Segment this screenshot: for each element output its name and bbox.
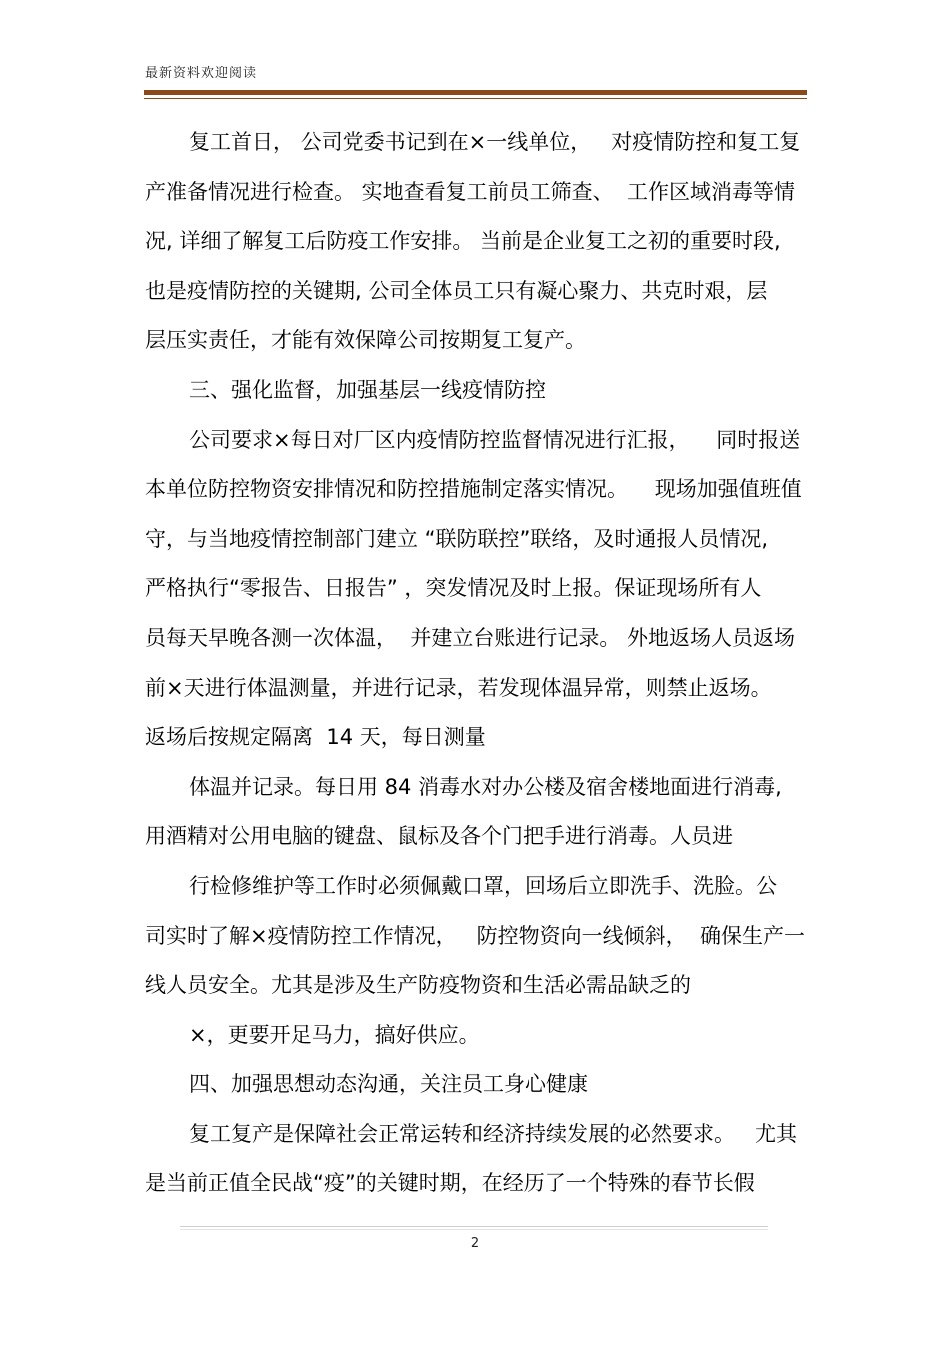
body-text-line: ×，更要开足马力，搞好供应。 (189, 1022, 480, 1047)
body-text-line: 体温并记录。每日用 84 消毒水对办公楼及宿舍楼地面进行消毒, (189, 774, 782, 799)
header-rule-thin (144, 98, 807, 99)
body-text-line: 况, 详细了解复工后防疫工作安排。 当前是企业复工之初的重要时段, (145, 229, 781, 254)
body-text-line: 也是疫情防控的关键期, 公司全体员工只有凝心聚力、共克时艰，层 (145, 278, 768, 303)
body-text-line: 线人员安全。尤其是涉及生产防疫物资和生活必需品缺乏的 (145, 973, 691, 998)
footer-rule-thin (180, 1229, 768, 1230)
document-body (145, 118, 807, 1209)
body-text-line: 司实时了解×疫情防控工作情况， 防控物资向一线倾斜， 确保生产一 (145, 923, 805, 948)
header-rule (144, 90, 807, 95)
page-header-text: 最新资料欢迎阅读 (145, 66, 258, 81)
body-text-line: 公司要求×每日对厂区内疫情防控监督情况进行汇报， 同时报送 (189, 427, 801, 452)
body-text-line: 三、强化监督，加强基层一线疫情防控 (189, 377, 546, 402)
body-text-line: 员每天早晚各测一次体温， 并建立台账进行记录。 外地返场人员返场 (145, 625, 796, 650)
body-text-line: 本单位防控物资安排情况和防控措施制定落实情况。 现场加强值班值 (145, 477, 802, 502)
body-text-line: 返场后按规定隔离 14 天，每日测量 (145, 725, 486, 750)
body-text-line: 复工复产是保障社会正常运转和经济持续发展的必然要求。 尤其 (189, 1121, 798, 1146)
body-text-line: 四、加强思想动态沟通，关注员工身心健康 (189, 1072, 588, 1097)
page-number: 2 (470, 1236, 480, 1251)
body-text-line: 产准备情况进行检查。 实地查看复工前员工筛查、 工作区域消毒等情 (145, 179, 796, 204)
body-text-line: 用酒精对公用电脑的键盘、鼠标及各个门把手进行消毒。人员进 (145, 824, 733, 849)
body-text-line: 层压实责任，才能有效保障公司按期复工复产。 (145, 328, 586, 353)
body-text-line: 行检修维护等工作时必须佩戴口罩，回场后立即洗手、洗脸。公 (189, 873, 777, 898)
body-text-line: 是当前正值全民战“疫”的关键时期，在经历了一个特殊的春节长假 (145, 1171, 755, 1196)
footer-rule (180, 1226, 768, 1227)
body-text-line: 守，与当地疫情控制部门建立 “联防联控”联络，及时通报人员情况, (145, 526, 769, 551)
body-text-line: 严格执行“零报告、日报告” ，突发情况及时上报。保证现场所有人 (145, 576, 762, 601)
body-text-line: 前×天进行体温测量，并进行记录，若发现体温异常，则禁止返场。 (145, 675, 772, 700)
body-text-line: 复工首日， 公司党委书记到在×一线单位， 对疫情防控和复工复 (189, 130, 801, 154)
